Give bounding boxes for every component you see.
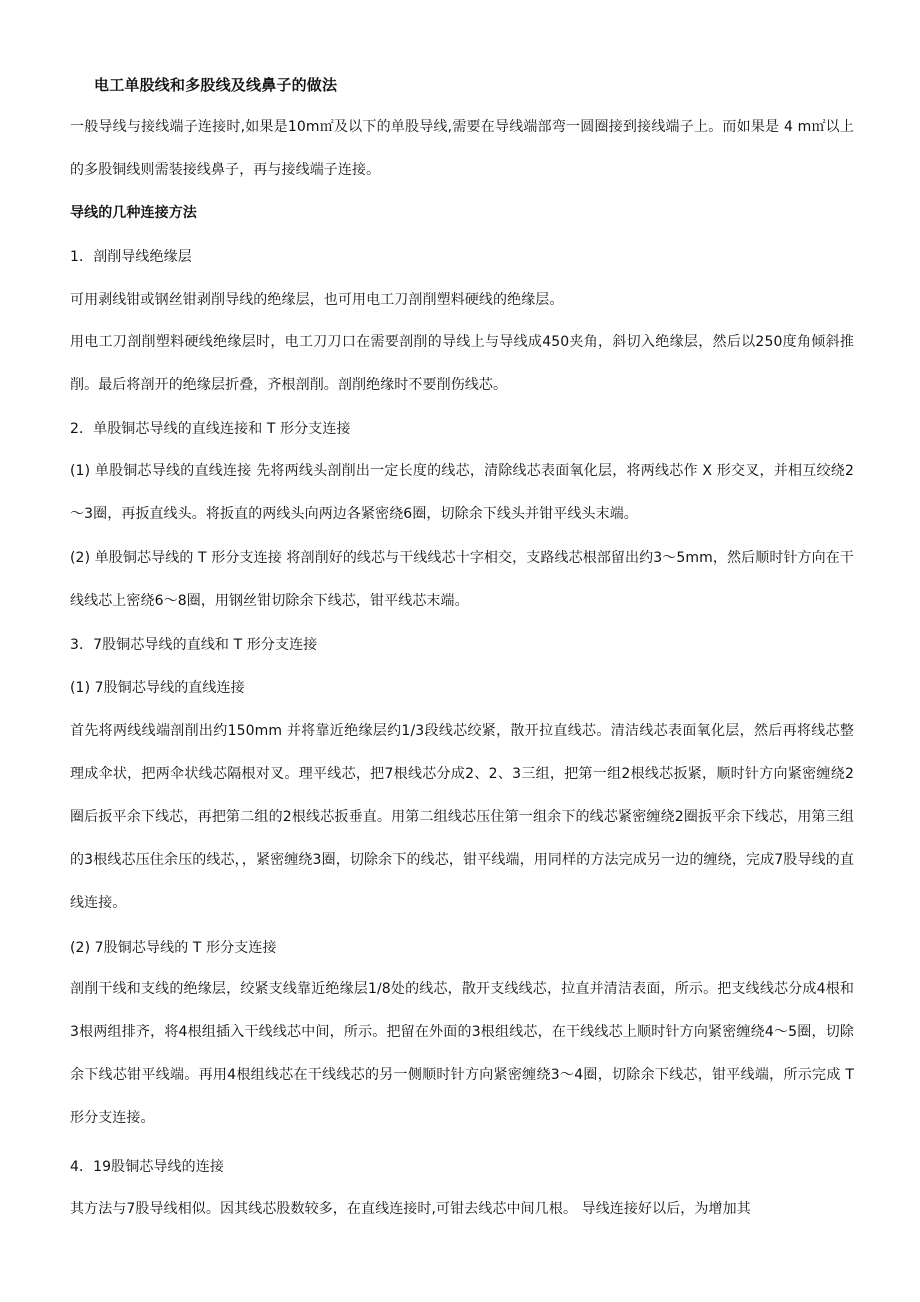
item4-paragraph-1: 其方法与7股导线相似。因其线芯股数较多，在直线连接时,可钳去线芯中间几根。 导线连接好以后，为增加其 [70,1201,751,1217]
item2-paragraph-2: (2) 单股铜芯导线的 T 形分支连接 将剖削好的线芯与干线线芯十字相交，支路线芯根部留出约3～5mm，然后顺时针方向在干线线芯上密绕6～8圈，用钢丝钳切除余下线芯，钳平线芯末端。 [70,550,854,609]
item2-heading: 2．单股铜芯导线的直线连接和 T 形分支连接 [70,421,351,437]
item3-paragraph-1: 首先将两线线端剖削出约150mm 并将靠近绝缘层约1/3段线芯绞紧，散开拉直线芯。清洁线芯表面氧化层，然后再将线芯整理成伞状，把两伞状线芯隔根对叉。理平线芯，把7根线芯分成2、2、3三组，把第一组2根线芯扳紧，顺时针方向紧密缠绕2圈后扳平余下线芯，再把第二组的2根线芯扳垂直。用第二组线芯压住第一组余下的线芯紧密缠绕2圈扳平余下线芯，用第三组的3根线芯压住余压的线芯，，紧密缠绕3圈，切除余下的线芯，钳平线端，用同样的方法完成另一边的缠绕，完成7股导线的直线连接。 [70,723,854,911]
item3-heading: 3．7股铜芯导线的直线和 T 形分支连接 [70,637,318,653]
item1-heading: 1．剖削导线绝缘层 [70,249,192,265]
item3-paragraph-2: 剖削干线和支线的绝缘层，绞紧支线靠近绝缘层1/8处的线芯，散开支线线芯，拉直并清洁表面，所示。把支线线芯分成4根和3根两组排齐，将4根组插入干线线芯中间，所示。把留在外面的3根组线芯，在干线线芯上顺时针方向紧密缠绕4～5圈，切除余下线芯钳平线端。再用4根组线芯在干线线芯的另一侧顺时针方向紧密缠绕3～4圈，切除余下线芯，钳平线端，所示完成 T 形分支连接。 [70,981,854,1126]
item2-paragraph-1: (1) 单股铜芯导线的直线连接 先将两线头剖削出一定长度的线芯，清除线芯表面氧化层，将两线芯作 X 形交叉，并相互绞绕2～3圈，再扳直线头。将扳直的两线头向两边各紧密绕6圈，切除余下线头并钳平线头末端。 [70,463,854,522]
document-title: 电工单股线和多股线及线鼻子的做法 [94,76,338,94]
item3-subheading-2: (2) 7股铜芯导线的 T 形分支连接 [70,940,277,956]
item3-subheading-1: (1) 7股铜芯导线的直线连接 [70,680,245,696]
section-heading: 导线的几种连接方法 [70,205,197,221]
item1-paragraph-2: 用电工刀剖削塑料硬线绝缘层时，电工刀刀口在需要剖削的导线上与导线成450夹角，斜切入绝缘层，然后以250度角倾斜推削。最后将剖开的绝缘层折叠，齐根剖削。剖削绝缘时不要削伤线芯。 [70,334,854,393]
item1-paragraph-1: 可用剥线钳或钢丝钳剥削导线的绝缘层，也可用电工刀剖削塑料硬线的绝缘层。 [70,292,564,308]
intro-paragraph: 一般导线与接线端子连接时,如果是10m㎡及以下的单股导线,需要在导线端部弯一圆圈接到接线端子上。而如果是 4 m㎡以上的多股铜线则需装接线鼻子，再与接线端子连接。 [70,119,854,178]
item4-heading: 4．19股铜芯导线的连接 [70,1159,224,1175]
